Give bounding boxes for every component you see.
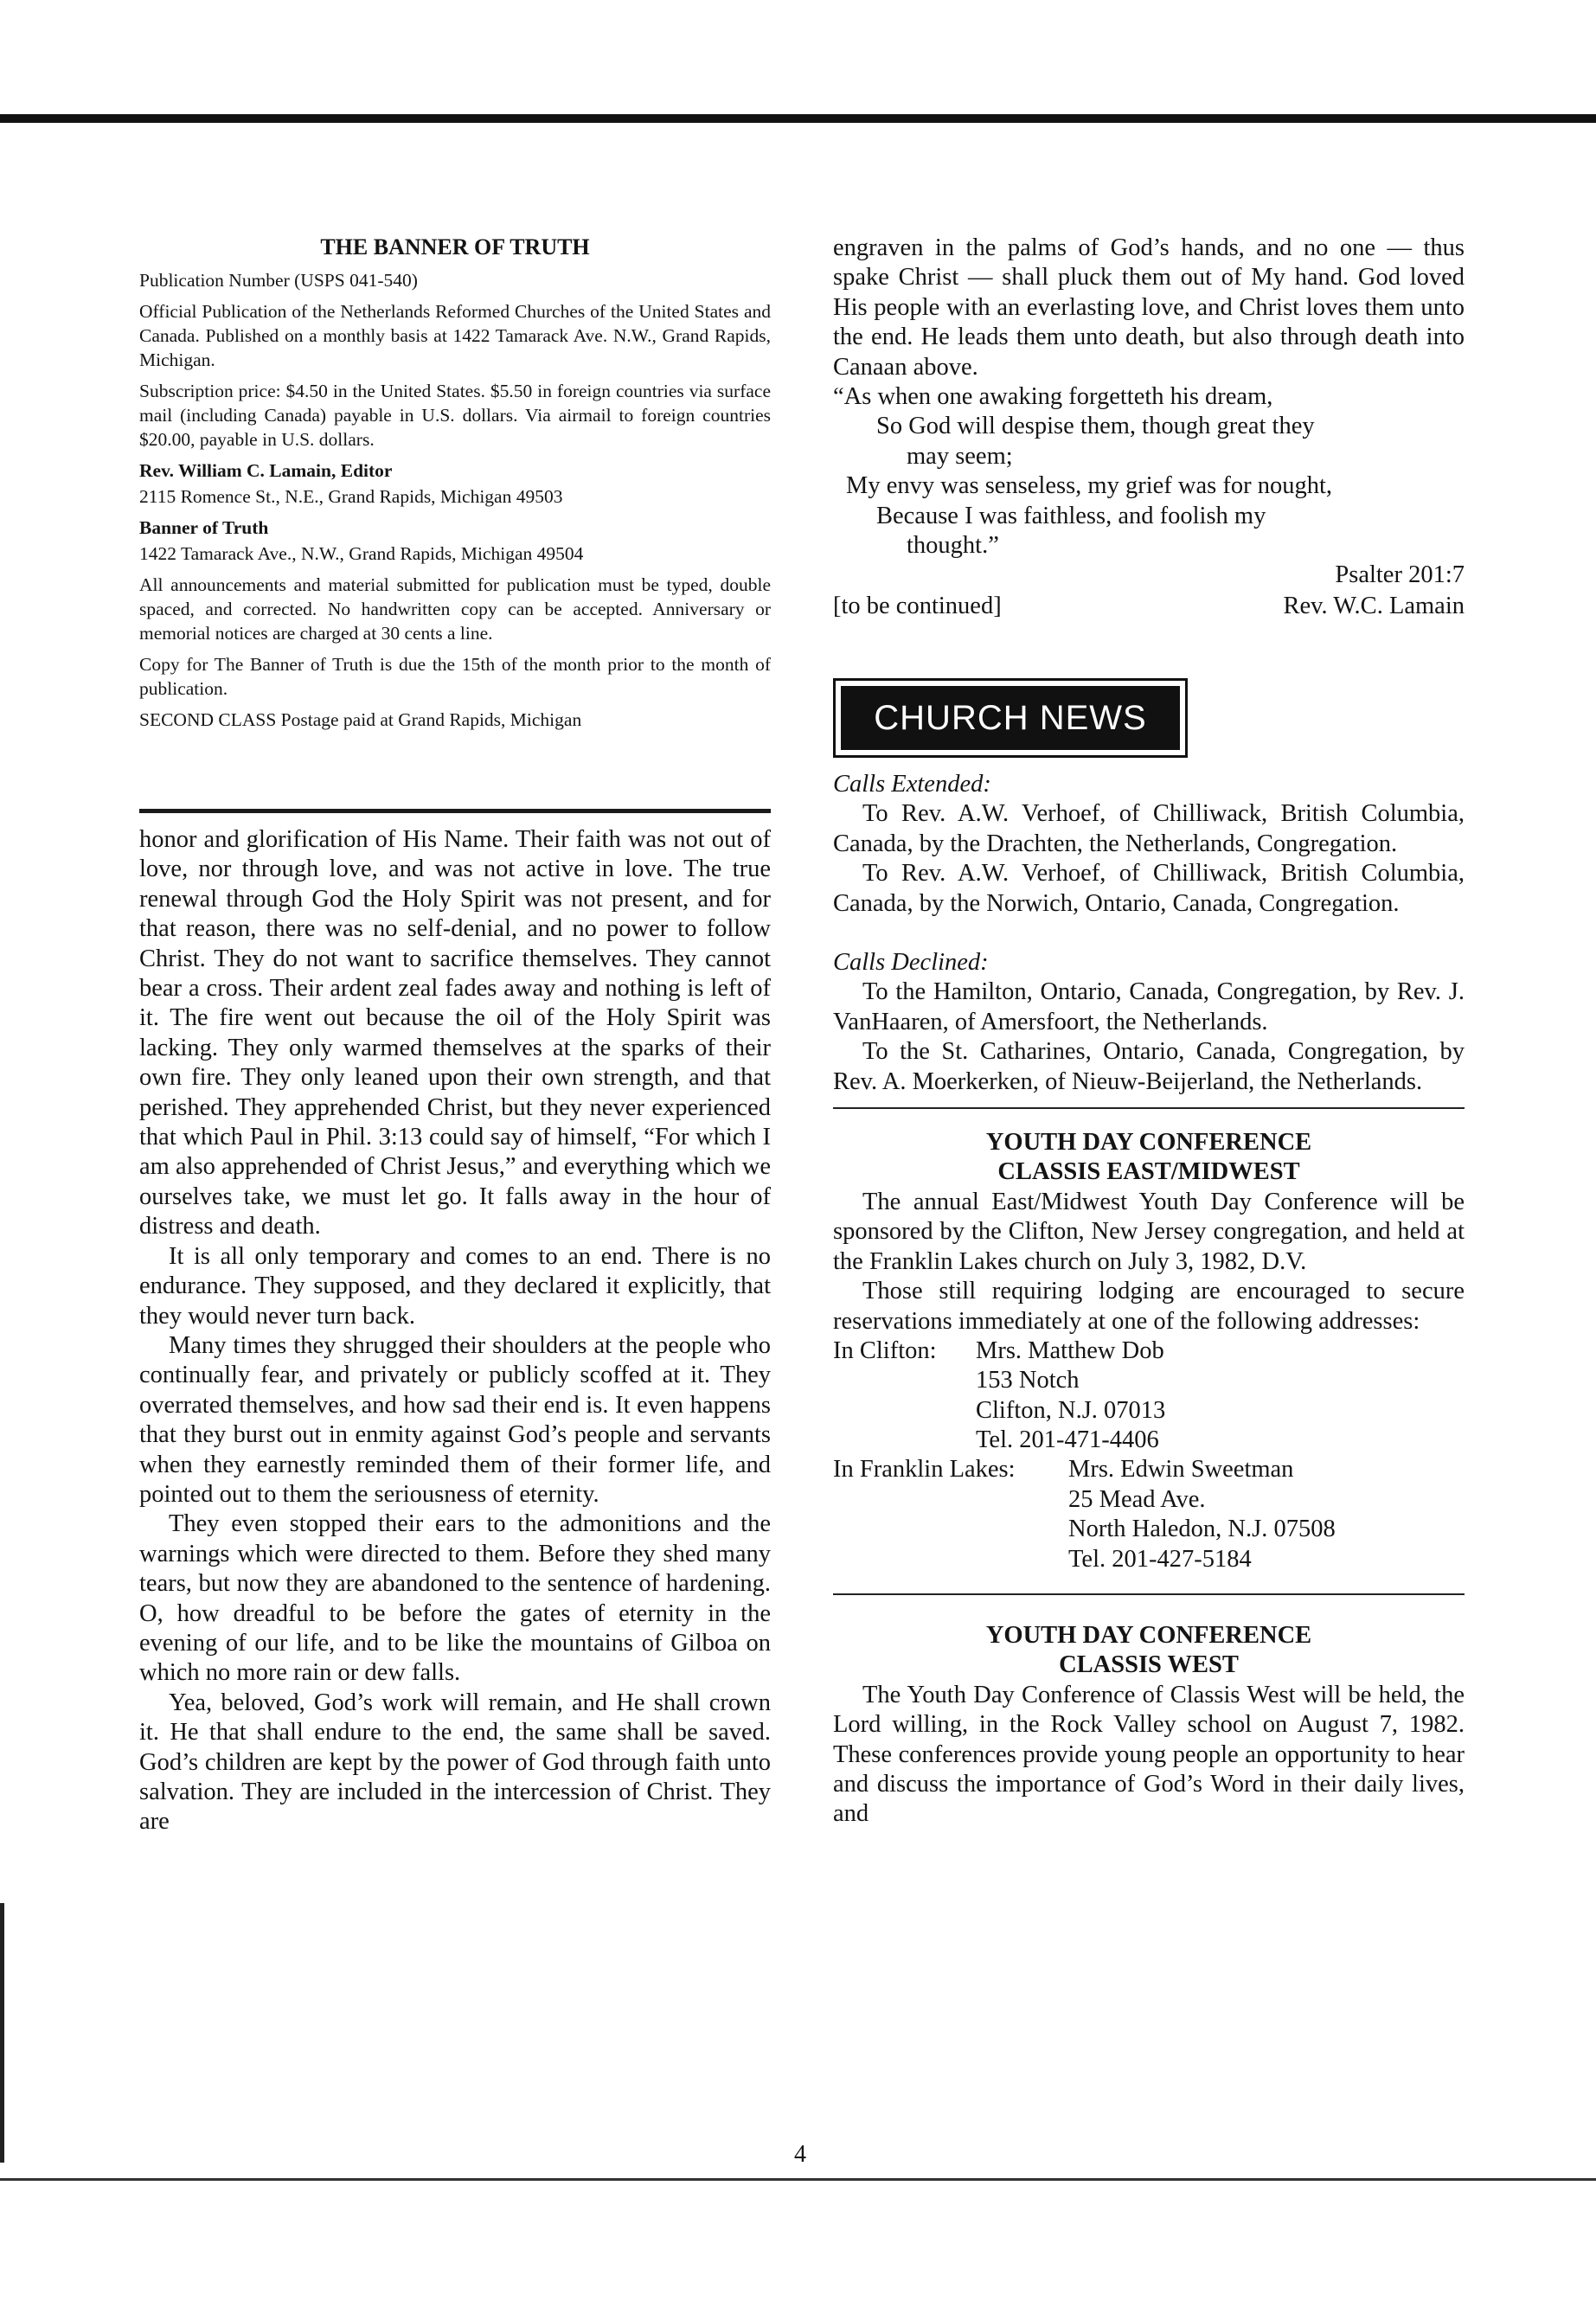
- calls-extended-label: Calls Extended:: [833, 771, 991, 798]
- youth-east-paragraph: Those still requiring lodging are encouraged to secure reservations immediately at one of the following addresses:: [833, 1278, 1465, 1335]
- to-be-continued: [to be continued]: [833, 593, 1002, 620]
- franklin-address-line: [833, 1515, 1465, 1544]
- copy-deadline: Copy for The Banner of Truth is due the 15th of the month prior to the month of publication.: [139, 654, 771, 699]
- call-extended-item: To Rev. A.W. Verhoef, of Chilliwack, British Columbia, Canada, by the Norwich, Ontario, Canada, Congregation.: [833, 860, 1465, 917]
- church-news-section: [833, 770, 1465, 1830]
- psalter-verse-line: My envy was senseless, my grief was for nought,: [846, 472, 1332, 500]
- article-paragraph: Yea, beloved, God’s work will remain, and He shall crown it. He that shall endure to the end, the same shall be saved. God’s children are kept by the power of God through faith unto salvation. They are included in the intercession of Christ. They are: [139, 1689, 771, 1836]
- announcements-policy: All announcements and material submitted for publication must be typed, double spaced, and corrected. No handwritten copy can be accepted. Anniversary or memorial notices are charged at 30 cents a line.: [139, 574, 771, 644]
- article-paragraph: They even stopped their ears to the admonitions and the warnings which were directed to them. Before they shed many tears, but now they are abandoned to the sentence of hardening. O, how dreadful to be before the gates of eternity in the evening of our life, and to be like the mountains of Gilboa on which no more rain or dew falls.: [139, 1510, 771, 1687]
- section-divider: [833, 1593, 1465, 1595]
- church-news-banner: [833, 678, 1188, 758]
- masthead: [139, 235, 771, 739]
- franklin-address-line: [833, 1455, 1465, 1484]
- psalter-verse-line: “As when one awaking forgetteth his dream,: [833, 383, 1273, 411]
- clifton-address-line: [833, 1396, 1465, 1426]
- psalter-reference: Psalter 201:7: [1335, 561, 1465, 589]
- clifton-address: Clifton, N.J. 07013: [976, 1396, 1166, 1424]
- psalter-verse-line: So God will despise them, though great they: [876, 413, 1315, 440]
- franklin-address: 25 Mead Ave.: [1068, 1485, 1206, 1513]
- youth-east-subheading: CLASSIS EAST/MIDWEST: [997, 1158, 1300, 1186]
- franklin-phone: Tel. 201-427-5184: [1068, 1545, 1252, 1573]
- article-paragraph: Many times they shrugged their shoulders at the people who continually fear, and privately or publicly scoffed at it. They overrated themselves, and how sad their end is. It even happens that they burst out in enmity against God’s people and servants when they earnestly reminded them of their former life, and pointed out to them the seriousness of eternity.: [139, 1331, 771, 1508]
- left-edge-mark: [0, 1903, 4, 2163]
- masthead-divider: [139, 809, 771, 813]
- bottom-border-rule: [0, 2178, 1596, 2181]
- article-left-column: [139, 825, 771, 1837]
- article-signature: [833, 561, 1465, 621]
- postage-notice: SECOND CLASS Postage paid at Grand Rapids, Michigan: [139, 709, 582, 730]
- editor-address: 2115 Romence St., N.E., Grand Rapids, Michigan 49503: [139, 486, 563, 507]
- calls-declined-label: Calls Declined:: [833, 949, 989, 977]
- youth-west-paragraph: The Youth Day Conference of Classis West will be held, the Lord willing, in the Rock Valley school on August 7, 1982. These conferences provide young people an opportunity to hear and discuss the importance of God’s Word in their daily lives, and: [833, 1681, 1465, 1828]
- franklin-address: Mrs. Edwin Sweetman: [1068, 1456, 1294, 1484]
- clifton-address: Mrs. Matthew Dob: [976, 1336, 1164, 1364]
- youth-west-heading: YOUTH DAY CONFERENCE: [985, 1622, 1312, 1650]
- clifton-phone: Tel. 201-471-4406: [976, 1426, 1159, 1454]
- franklin-address-line: [833, 1485, 1465, 1515]
- call-declined-item: To the St. Catharines, Ontario, Canada, Congregation, by Rev. A. Moerkerken, of Nieuw-Beijerland, the Netherlands.: [833, 1038, 1465, 1095]
- subscription-price: Subscription price: $4.50 in the United States. $5.50 in foreign countries via surface mail (including Canada) payable in U.S. dollars. Via airmail to foreign countries $20.00, payable in U.S. dollars.: [139, 381, 771, 450]
- editor-name: Rev. William C. Lamain, Editor: [139, 460, 393, 481]
- section-divider: [833, 1107, 1465, 1109]
- publication-number: Publication Number (USPS 041-540): [139, 270, 418, 291]
- church-news-title: CHURCH NEWS: [841, 686, 1180, 750]
- article-paragraph: It is all only temporary and comes to an end. There is no endurance. They supposed, and they declared it explicitly, that they would never turn back.: [139, 1242, 771, 1330]
- clifton-address-line: [833, 1426, 1465, 1455]
- official-publication: Official Publication of the Netherlands Reformed Churches of the United States and Canada. Published on a monthly basis at 1422 Tamarack Ave. N.W., Grand Rapids, Michigan.: [139, 301, 771, 370]
- call-declined-item: To the Hamilton, Ontario, Canada, Congregation, by Rev. J. VanHaaren, of Amersfoort, the Netherlands.: [833, 978, 1465, 1035]
- call-extended-item: To Rev. A.W. Verhoef, of Chilliwack, British Columbia, Canada, by the Drachten, the Netherlands, Congregation.: [833, 800, 1465, 857]
- franklin-address: North Haledon, N.J. 07508: [1068, 1516, 1336, 1543]
- article-continuation: engraven in the palms of God’s hands, and no one — thus spake Christ — shall pluck them out of My hand. God loved His people with an everlasting love, and Christ loves them unto the end. He leads them unto death, but also through death into Canaan above.: [833, 234, 1465, 381]
- franklin-address-line: [833, 1545, 1465, 1574]
- top-border-rule: [0, 114, 1596, 123]
- psalter-verse-line: thought.”: [907, 532, 999, 560]
- clifton-label: In Clifton:: [833, 1336, 937, 1364]
- youth-east-heading: YOUTH DAY CONFERENCE: [985, 1129, 1312, 1157]
- clifton-address-line: [833, 1366, 1465, 1395]
- page-number: 4: [794, 2141, 806, 2168]
- article-author: Rev. W.C. Lamain: [1283, 593, 1465, 620]
- youth-east-paragraph: The annual East/Midwest Youth Day Conference will be sponsored by the Clifton, New Jersey congregation, and held at the Franklin Lakes church on July 3, 1982, D.V.: [833, 1188, 1465, 1275]
- clifton-address: 153 Notch: [976, 1367, 1080, 1394]
- franklin-label: In Franklin Lakes:: [833, 1456, 1016, 1484]
- clifton-address-line: [833, 1336, 1465, 1366]
- masthead-title: THE BANNER OF TRUTH: [320, 234, 590, 260]
- article-paragraph: honor and glorification of His Name. Their faith was not out of love, nor through love, and was not active in love. The true renewal through God the Holy Spirit was not present, and for that reason, there was no self-denial, and no power to follow Christ. They do not want to sacrifice themselves. They cannot bear a cross. Their ardent zeal fades away and nothing is left of it. The fire went out because the oil of the Holy Spirit was lacking. They only warmed themselves at the sparks of their own fire. They only leaned upon their own strength, and that perished. They apprehended Christ, but they never experienced that which Paul in Phil. 3:13 could say of himself, “For which I am also apprehended of Christ Jesus,” and everything which we ourselves take, we must let go. It falls away in the hour of distress and death.: [139, 826, 771, 1240]
- office-address: 1422 Tamarack Ave., N.W., Grand Rapids, Michigan 49504: [139, 543, 584, 564]
- office-name: Banner of Truth: [139, 517, 269, 538]
- youth-west-subheading: CLASSIS WEST: [1059, 1651, 1239, 1679]
- article-right-column: [833, 234, 1465, 621]
- psalter-verse-line: Because I was faithless, and foolish my: [876, 502, 1266, 529]
- psalter-verse-line: may seem;: [907, 442, 1013, 470]
